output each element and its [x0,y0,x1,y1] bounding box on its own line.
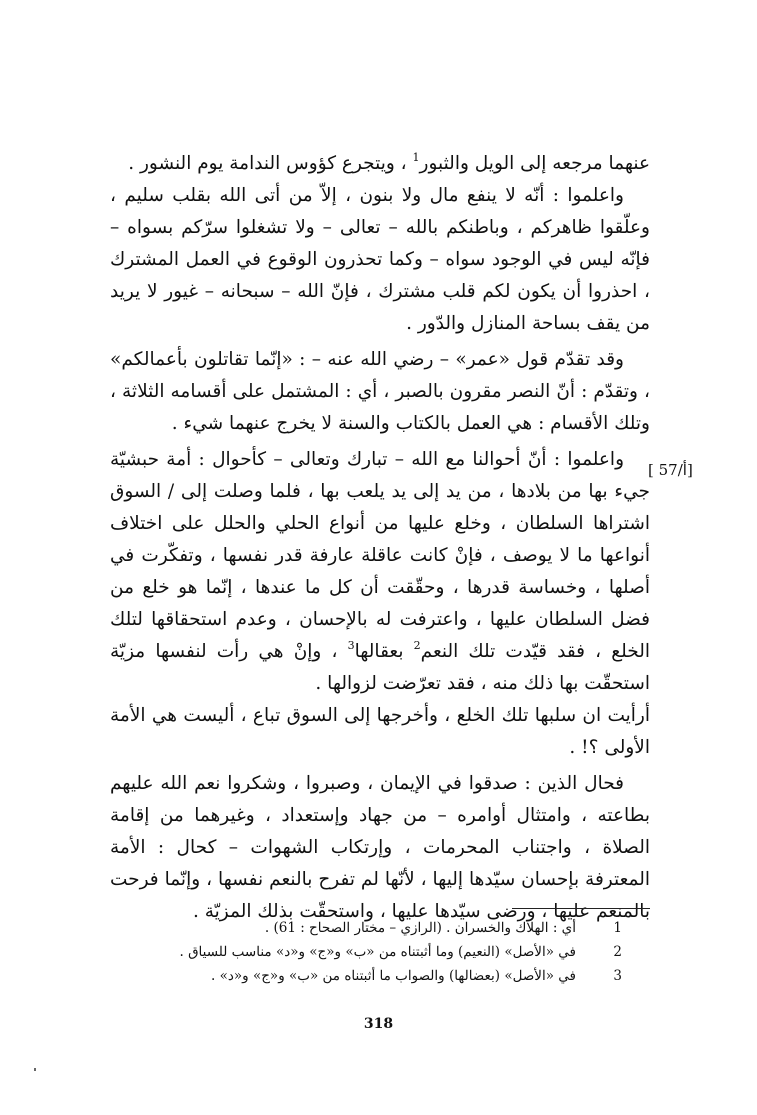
paragraph-4 [110,444,650,700]
paragraph-3: وقد تقدّم قول «عمر» – رضي الله عنه – : «إنّما تقاتلون بأعمالكم» ، وتقدّم : أنّ النصر مقرون بالصبر ، أي : المشتمل على أقسامه الثلاثة ، وتلك الأقسام : هي العمل بالكتاب والسنة لا يخرج عنهما شيء . [110,349,650,434]
footnote-divider [512,908,650,909]
paragraph-1 [110,148,650,180]
page-number: 318 [363,1016,394,1032]
manuscript-folio-marker: [ 57/أ] [648,461,693,479]
paragraph-6: فحال الذين : صدقوا في الإيمان ، وصبروا ، وشكروا نعم الله عليهم بطاعته ، وامتثال أوامره – من جهاد وإستعداد ، وغيرهما من إقامة الصلاة ، واجتناب المحرمات ، وإرتكاب الشهوات – كحال : الأمة المعترفة بإحسان سيّدها إليها ، لأنّها لم تفرح بالنعم نفسها ، وإنّما فرحت بالمنعم عليها ، ورضى سيّدها عليها ، واستحقّت بذلك المزيّة . [110,773,650,922]
footnote-ref-3[interactable]: 3 [347,639,355,652]
paragraph-text: ، وإنْ هي رأت لنفسها مزيّة استحقّت بها ذلك منه ، فقد تعرّضت لزوالها . [110,641,650,694]
footnote-1 [110,916,622,940]
footnote-text: في «الأصل» (النعيم) وما أثبتناه من «ب» و«ج» و«د» مناسب للسياق . [179,944,576,960]
footnote-ref-2[interactable]: 2 [413,639,421,652]
footnotes [110,916,622,988]
scan-speck [34,1068,36,1071]
paragraph-text: عنهما مرجعه إلى الويل والثبور [419,153,650,174]
footnote-2 [110,940,622,964]
paragraph-2: واعلموا : أنّه لا ينفع مال ولا بنون ، إلاّ من أتى الله بقلب سليم ، وعلّقوا ظاهركم ، وباطنكم بالله – تعالى – ولا تشغلوا سرّكم بسواه – فإنّه ليس في الوجود سواه – وكما تحذرون الوقوع في العمل المشترك ، احذروا أن يكون لكم قلب مشترك ، فإنّ الله – سبحانه – غيور لا يريد من يقف بساحة المنازل والدّور . [110,185,650,334]
footnote-number: 1 [613,920,622,936]
footnote-number: 2 [613,944,622,960]
main-text [110,148,650,928]
footnote-text: أي : الهلاك والخسران . (الرازي – مختار الصحاح : 61) . [264,920,576,936]
footnote-3 [110,964,622,988]
paragraph-5: أرأيت ان سلبها تلك الخلع ، وأخرجها إلى السوق تباع ، أليست هي الأمة الأولى ؟! . [110,705,650,758]
footnote-text: في «الأصل» (بعضالها) والصواب ما أثبتناه من «ب» و«ج» و«د» . [211,968,576,984]
footnote-number: 3 [613,968,622,984]
paragraph-text: ، ويتجرع كؤوس الندامة يوم النشور . [128,153,413,174]
paragraph-text: بعقالها [354,641,414,662]
paragraph-text: واعلموا : أنّ أحوالنا مع الله – تبارك وتعالى – كأحوال : أمة حبشيّة جيء بها من بلادها ، من يد إلى يد يلعب بها ، فلما وصلت إلى / السوق اشتراها السلطان ، وخلع عليها من أنواع الحلي والحلل على اختلاف أنواعها ما لا يوصف ، فإنْ كانت عاقلة عارفة قدر نفسها ، وتفكّرت في أصلها ، وخساسة قدرها ، وحقّقت أن كل ما عندها ، إنّما هو خلع من فضل السلطان عليها ، واعترفت له بالإحسان ، وعدم استحقاقها لتلك الخلع ، فقد قيّدت تلك النعم [110,449,650,662]
footnote-ref-1[interactable]: 1 [412,151,420,164]
